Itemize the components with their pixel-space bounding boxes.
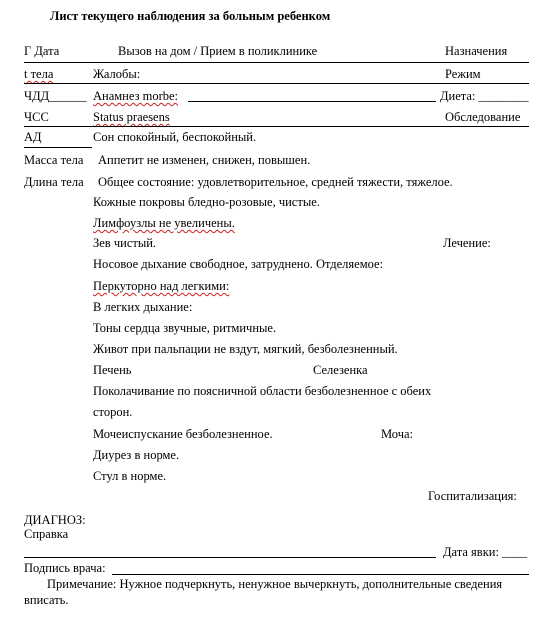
field-urine: Моча:	[381, 427, 414, 441]
bp-rule	[24, 147, 92, 148]
field-nasal-breathing: Носовое дыхание свободное, затруднено. Отделяемое:	[93, 257, 384, 271]
note-text-cont: вписать.	[24, 593, 69, 607]
header-date: Г Дата	[24, 44, 60, 58]
label-regime: Режим	[445, 67, 481, 81]
field-status: Status praesens	[93, 110, 170, 124]
field-diuresis: Диурез в норме.	[93, 448, 180, 462]
label-diet: Диета: ________	[440, 89, 529, 103]
label-hospitalization: Госпитализация:	[428, 489, 517, 503]
field-heart-sounds: Тоны сердца звучные, ритмичные.	[93, 321, 277, 335]
field-skin: Кожные покровы бледно-розовые, чистые.	[93, 195, 320, 209]
label-blood-pressure: АД	[24, 130, 42, 144]
field-anamnesis: Анамнез morbe:	[93, 89, 179, 103]
anamnesis-blank	[188, 101, 436, 102]
label-certificate: Справка	[24, 527, 69, 541]
field-sleep: Сон спокойный, беспокойный.	[93, 130, 257, 144]
field-complaints: Жалобы:	[93, 67, 141, 81]
field-liver: Печень	[93, 363, 132, 377]
label-diagnosis: ДИАГНОЗ:	[24, 513, 86, 527]
header-prescriptions: Назначения	[445, 44, 508, 58]
field-tapping: Поколачивание по поясничной области безболезненное с обеих	[93, 384, 432, 398]
row-rule	[24, 83, 529, 84]
label-next-visit: Дата явки: ____	[443, 545, 528, 559]
field-general-state: Общее состояние: удовлетворительное, средней тяжести, тяжелое.	[98, 175, 453, 189]
label-doctor-signature: Подпись врача:	[24, 561, 106, 575]
field-stool: Стул в норме.	[93, 469, 167, 483]
row-rule	[24, 126, 529, 127]
label-respiratory-rate: ЧДД______	[24, 89, 87, 103]
label-heart-rate: ЧСС	[24, 110, 49, 124]
label-examination: Обследование	[445, 110, 521, 124]
field-spleen: Селезенка	[313, 363, 368, 377]
signature-blank	[112, 574, 529, 575]
field-throat: Зев чистый.	[93, 236, 157, 250]
label-temperature: t тела	[24, 67, 54, 81]
field-tapping-cont: сторон.	[93, 405, 133, 419]
field-lungs: В легких дыхание:	[93, 300, 193, 314]
field-appetite: Аппетит не изменен, снижен, повышен.	[98, 153, 311, 167]
certificate-blank	[24, 557, 436, 558]
field-abdomen: Живот при пальпации не вздут, мягкий, безболезненный.	[93, 342, 398, 356]
label-body-mass: Масса тела	[24, 153, 84, 167]
header-visit: Вызов на дом / Прием в поликлинике	[118, 44, 318, 58]
field-percussion: Перкуторно над легкими:	[93, 279, 230, 293]
header-rule	[24, 62, 529, 63]
note-text: Примечание: Нужное подчеркнуть, ненужное вычеркнуть, дополнительные сведения	[47, 577, 503, 591]
label-body-length: Длина тела	[24, 175, 84, 189]
page-title: Лист текущего наблюдения за больным ребенком	[50, 9, 331, 23]
field-urination: Мочеиспускание безболезненное.	[93, 427, 273, 441]
label-treatment: Лечение:	[443, 236, 491, 250]
field-lymph-nodes: Лимфоузлы не увеличены.	[93, 216, 235, 230]
